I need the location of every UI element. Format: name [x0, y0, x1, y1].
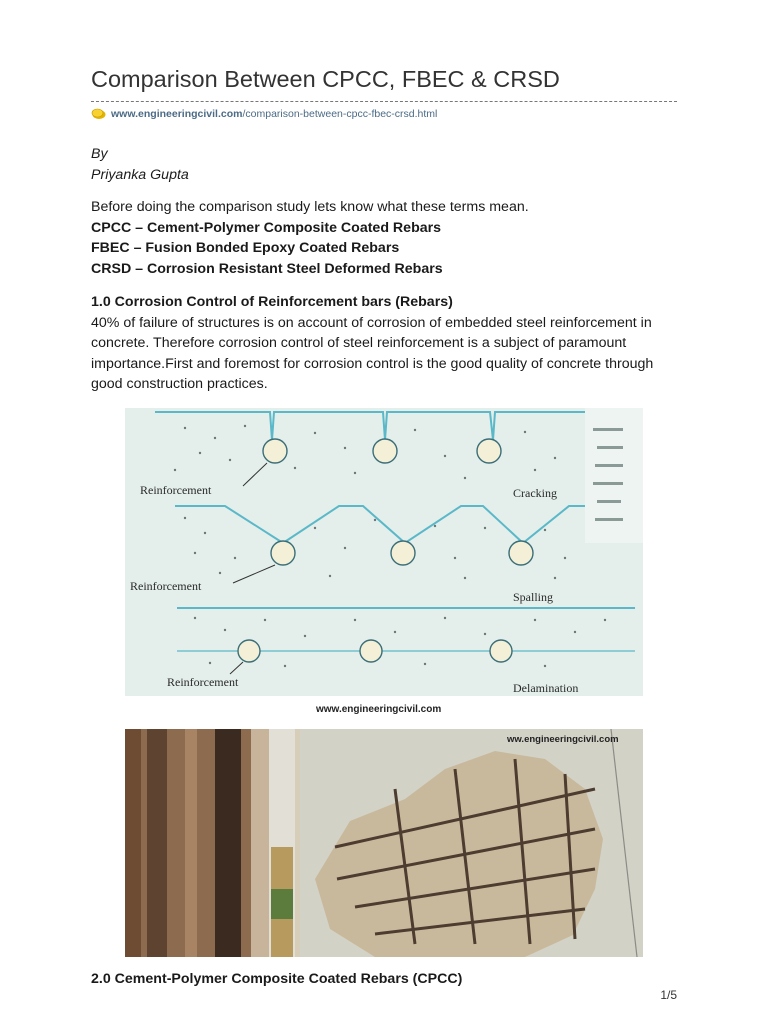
- source-link[interactable]: [111, 108, 437, 120]
- label-spalling: Spalling: [513, 590, 554, 604]
- photo-corroded-column: [125, 729, 295, 957]
- term-fbec: FBEC – Fusion Bonded Epoxy Coated Rebars: [91, 240, 400, 257]
- page-number: 1/5: [660, 988, 677, 1002]
- label-reinforcement-3: Reinforcement: [167, 675, 239, 689]
- byline-by: By: [91, 146, 108, 162]
- source-url: [91, 108, 437, 120]
- intro: [91, 197, 681, 279]
- byline: [91, 144, 189, 185]
- label-delamination: Delamination: [513, 681, 579, 695]
- corrosion-photos: [125, 729, 643, 957]
- label-reinforcement-1: Reinforcement: [140, 483, 212, 497]
- figure-1-credit: www.engineeringcivil.com: [316, 704, 442, 715]
- coin-icon: [91, 108, 106, 120]
- source-path: /comparison-between-cpcc-fbec-crsd.html: [242, 108, 438, 120]
- section-1-body: 40% of failure of structures is on account of corrosion of embedded steel reinforcement in concrete. Therefore corrosion control of steel reinforcement is a subject of paramount importance.First and foremost for corrosion control is the good quality of concrete through good construction practices.: [91, 314, 654, 393]
- photo-spalled-slab: [300, 729, 643, 957]
- section-1: [91, 292, 681, 395]
- corrosion-diagram: [125, 408, 643, 718]
- page-title: Comparison Between CPCC, FBEC & CRSD: [91, 66, 560, 92]
- section-2-heading: 2.0 Cement-Polymer Composite Coated Rebars (CPCC): [91, 971, 463, 987]
- label-reinforcement-2: Reinforcement: [130, 579, 202, 593]
- source-domain: www.engineeringcivil.com: [111, 108, 243, 120]
- label-cracking: Cracking: [513, 486, 557, 500]
- figure-2-credit: ww.engineeringcivil.com: [507, 734, 619, 745]
- section-1-heading: 1.0 Corrosion Control of Reinforcement bars (Rebars): [91, 294, 453, 310]
- term-cpcc: CPCC – Cement-Polymer Composite Coated Rebars: [91, 219, 442, 236]
- intro-lead: Before doing the comparison study lets know what these terms mean.: [91, 199, 529, 215]
- byline-author: Priyanka Gupta: [91, 166, 189, 183]
- title-divider: [91, 101, 677, 102]
- term-crsd: CRSD – Corrosion Resistant Steel Deformed Rebars: [91, 260, 443, 277]
